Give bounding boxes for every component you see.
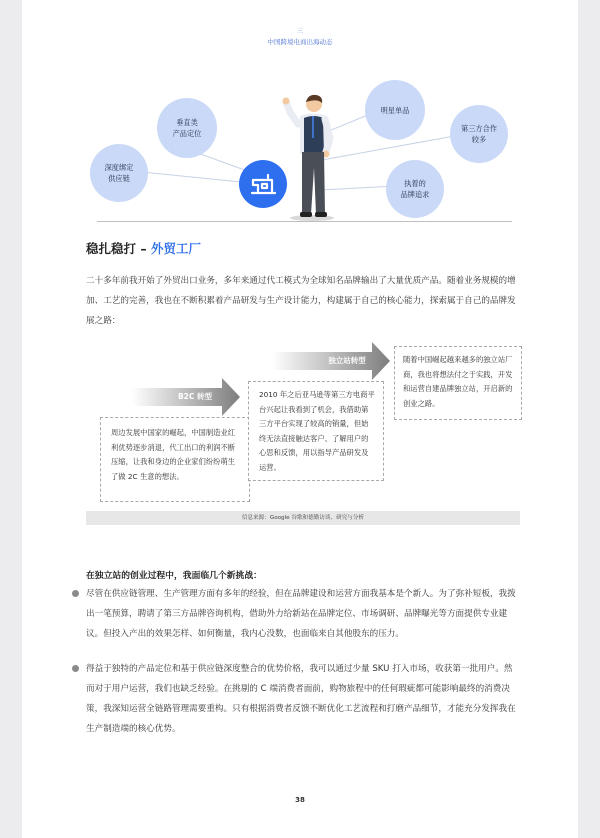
source-note: 信息来源：Google 谷歌和德勤访谈、研究与分析	[86, 511, 520, 525]
bubble-vertical-positioning	[157, 98, 217, 158]
arrow-label-independent-site: 独立站转型	[328, 356, 366, 365]
intro-paragraph: 二十多年前我开始了外贸出口业务，多年来通过代工模式为全球知名品牌输出了大量优质产品。随着业务规模的增加、工艺的完善，我也在不断积累着产品研发与生产设计能力，构建属于自己的核心能力，探索属于自己的品牌发展之路：	[86, 276, 516, 326]
bubble-star-product	[365, 80, 425, 140]
flow-box-b2c	[100, 417, 250, 502]
challenge-item: 尽管在供应链管理、生产管理方面有多年的经验，但在品牌建设和运营方面我基本是个新人。为了弥补短板，我拨出一笔预算，聘请了第三方品牌咨询机构，借助外力给新站在品牌定位、市场调研、品牌曝光等方面提供专业建议。但投入产出的效果怎样、如何衡量，我内心没数，也面临来自其他股东的压力。	[86, 589, 516, 639]
flow-box-platform	[248, 381, 384, 481]
flow-box-text: 随着中国崛起越来越多的独立站厂商，我也将想法付之于实践，开发和运营自建品牌独立站，开启新的创业之路。	[403, 355, 513, 408]
document-page	[22, 0, 578, 838]
challenge-item: 得益于独特的产品定位和基于供应链深度整合的优势价格，我可以通过少量 SKU 打入市场，收获第一批用户。然而对于用户运营，我们也缺乏经验。在挑剔的 C 端消费者面前，购物旅程中的任何瑕疵都可能影响最终的消费决策，我深知运营全链路管理需要重构。只有根据消费者反馈不断优化工艺流程和打磨产品细节，才能充分发挥我在生产制造端的核心优势。	[86, 664, 516, 734]
flow-box-independent	[394, 346, 522, 420]
bubble-label: 执着的 品牌追求	[400, 179, 430, 199]
sewing-machine-glyph	[248, 169, 278, 199]
businessman-figure	[280, 92, 344, 222]
chapter-number: 三	[296, 28, 303, 35]
bubble-brand-pursuit	[386, 160, 444, 218]
section-title	[86, 239, 201, 257]
page-number: 38	[295, 796, 305, 804]
flow-box-text: 周边发展中国家的崛起，中国制造业红利优势逐步消退，代工出口的利润不断压缩，让我和身边的企业家们纷纷萌生了做 2C 生意的想法。	[111, 428, 236, 481]
bullet-dot	[72, 590, 79, 597]
challenges-heading: 在独立站的创业过程中，我面临几个新挑战：	[86, 571, 262, 581]
bubble-label: 明星单品	[380, 105, 410, 115]
section-title-accent: 外贸工厂	[150, 241, 201, 256]
flow-box-text: 2010 年之后亚马逊等第三方电商平台兴起让我看到了机会，我借助第三方平台实现了较高的销量，但始终无法直接触达客户、了解用户的心思和反馈，用以指导产品研发及运营。	[259, 390, 375, 472]
ground-line	[97, 221, 512, 222]
section-title-prefix: 稳扎稳打 –	[86, 241, 151, 256]
bubble-third-party	[450, 105, 508, 163]
bubble-deep-supply-chain	[90, 144, 148, 202]
chapter-title: 中国跨境电商出海动态	[267, 38, 333, 46]
bubble-label: 第三方合作 较多	[461, 124, 497, 144]
bubble-label: 垂直类 产品定位	[172, 118, 202, 138]
bullet-dot	[72, 665, 79, 672]
arrow-label-b2c: B2C 转型	[177, 392, 213, 401]
bubble-label: 深度绑定 供应链	[104, 163, 134, 183]
